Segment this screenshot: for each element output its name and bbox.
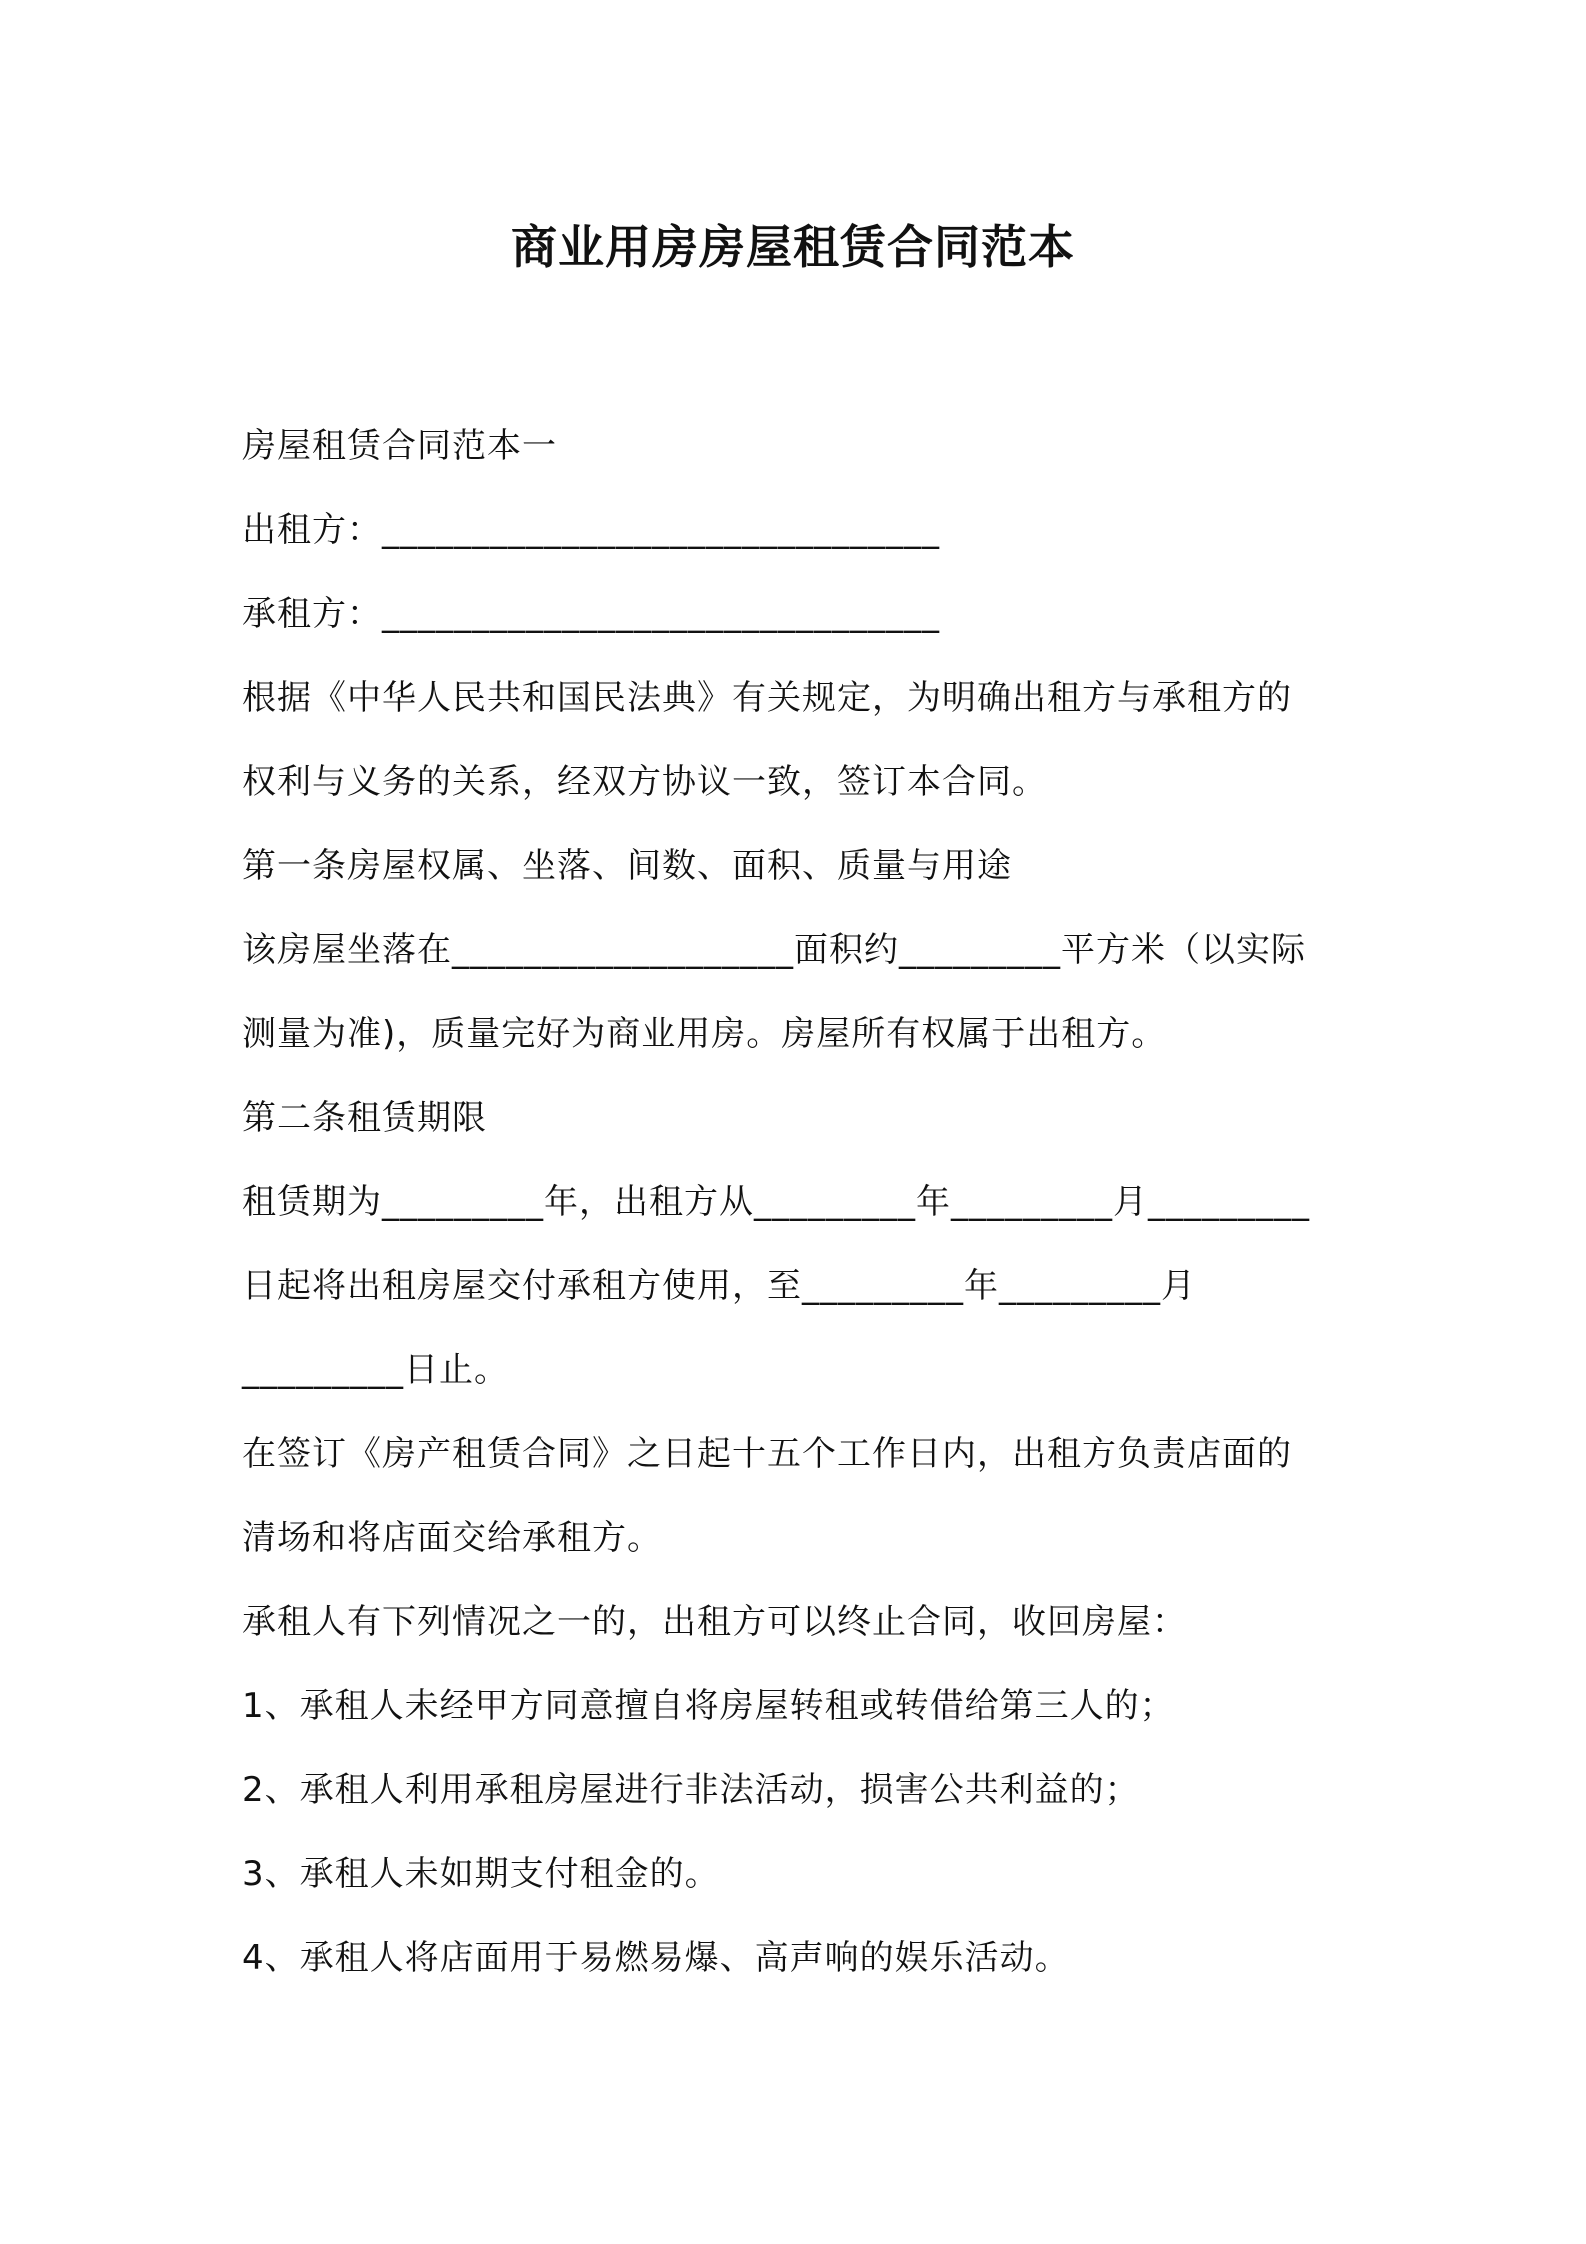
list-item: 4、承租人将店面用于易燃易爆、高声响的娱乐活动。 [242,1938,1070,1978]
paragraph-line: 日起将出租房屋交付承租方使用，至_________年_________月 [242,1266,1196,1306]
paragraph-line: 权利与义务的关系，经双方协议一致，签订本合同。 [242,762,1047,802]
list-item: 1、承租人未经甲方同意擅自将房屋转租或转借给第三人的； [242,1686,1175,1726]
document-title: 商业用房房屋租赁合同范本 [511,220,1075,274]
paragraph-line: 该房屋坐落在___________________面积约_________平方米（以实际 [242,930,1306,970]
article-heading: 第一条房屋权属、坐落、间数、面积、质量与用途 [242,846,1012,886]
section-heading: 房屋租赁合同范本一 [242,426,557,466]
lessee-field: 承租方：_______________________________ [242,594,940,634]
document-body [242,404,1362,2000]
article-heading: 第二条租赁期限 [242,1098,487,1138]
paragraph-line: 测量为准)，质量完好为商业用房。房屋所有权属于出租方。 [242,1014,1167,1054]
paragraph-line: 租赁期为_________年，出租方从_________年_________月_________ [242,1182,1310,1222]
paragraph-line: 在签订《房产租赁合同》之日起十五个工作日内，出租方负责店面的 [242,1434,1292,1474]
paragraph-line: _________日止。 [242,1350,509,1390]
list-item: 2、承租人利用承租房屋进行非法活动，损害公共利益的； [242,1770,1140,1810]
list-item: 3、承租人未如期支付租金的。 [242,1854,720,1894]
paragraph-line: 承租人有下列情况之一的，出租方可以终止合同，收回房屋： [242,1602,1187,1642]
paragraph-line: 清场和将店面交给承租方。 [242,1518,662,1558]
lessor-field: 出租方：_______________________________ [242,510,940,550]
paragraph-line: 根据《中华人民共和国民法典》有关规定，为明确出租方与承租方的 [242,678,1292,718]
